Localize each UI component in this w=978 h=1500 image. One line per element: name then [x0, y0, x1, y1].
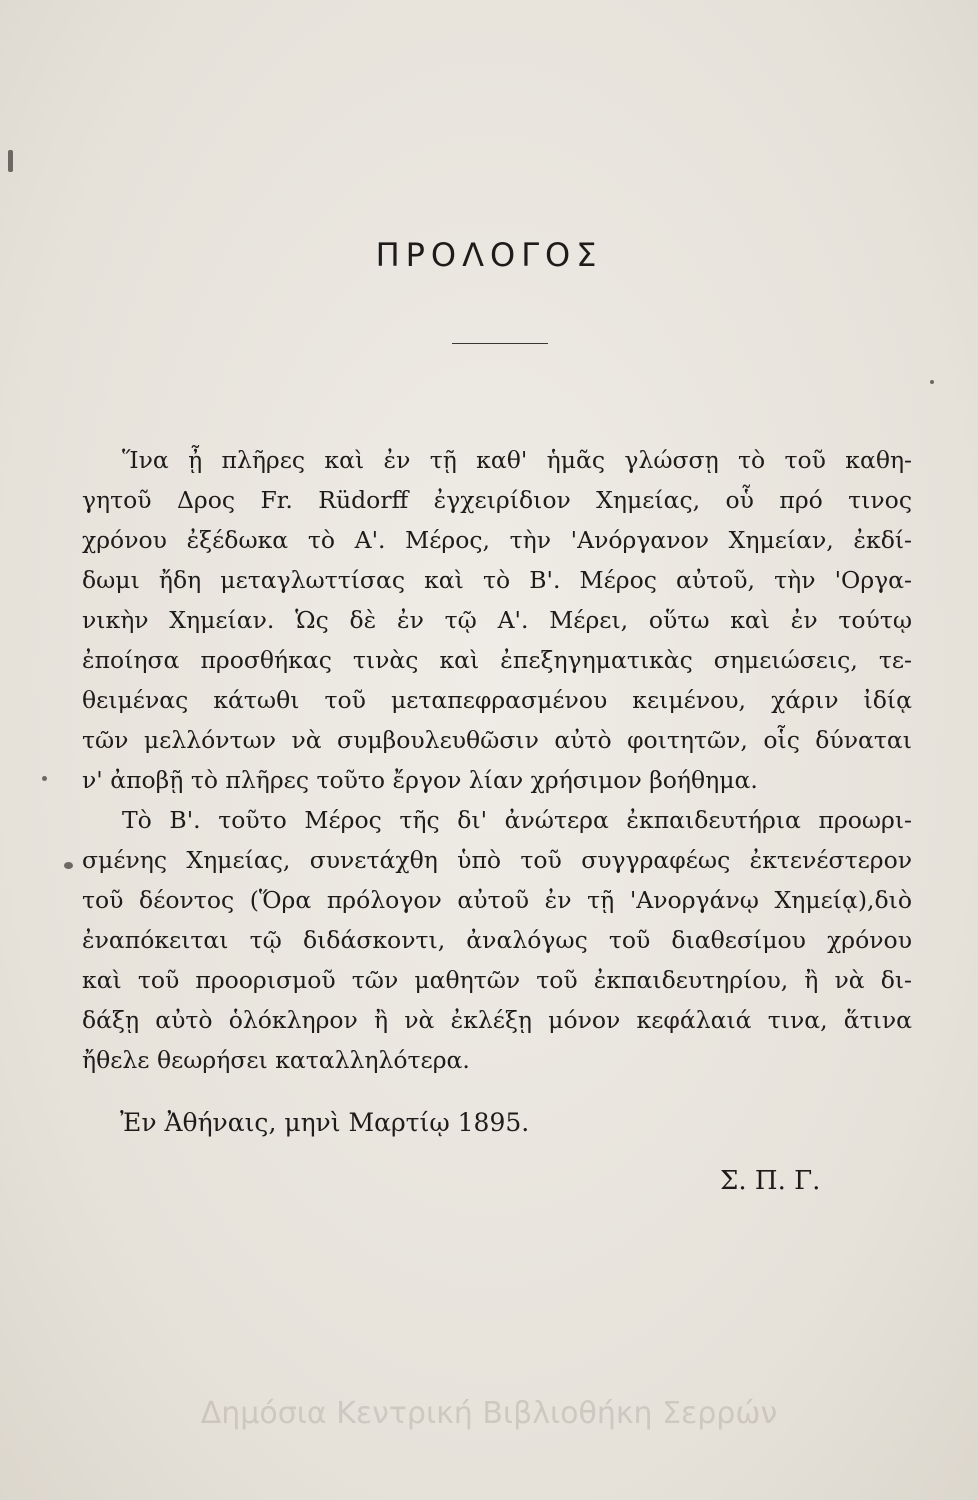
text-line: τῶν μελλόντων νὰ συμβουλευθῶσιν αὐτὸ φοιτητῶν, οἷς δύναται [82, 726, 912, 754]
paragraph-2 [82, 800, 912, 1080]
text-line: χρόνου ἐξέδωκα τὸ Α'. Μέρος, τὴν 'Ανόργανον Χημείαν, ἐκδί- [82, 526, 912, 554]
author-initials: Σ. Π. Γ. [720, 1166, 821, 1196]
text-line: ἐναπόκειται τῷ διδάσκοντι, ἀναλόγως τοῦ διαθεσίμου χρόνου [82, 926, 912, 954]
text-line: γητοῦ Δρος Fr. Rüdorff ἐγχειρίδιον Χημείας, οὗ πρό τινος [82, 486, 912, 514]
text-line: Τὸ Β'. τοῦτο Μέρος τῆς δι' ἀνώτερα ἐκπαιδευτήρια προωρι- [122, 806, 912, 834]
text-line: ἐποίησα προσθήκας τινὰς καὶ ἐπεξηγηματικὰς σημειώσεις, τε- [82, 646, 912, 674]
dateline: Ἐν Ἀθήναις, μηνὶ Μαρτίῳ 1895. [120, 1108, 530, 1137]
library-watermark: Δημόσια Κεντρική Βιβλιοθήκη Σερρών [200, 1396, 778, 1431]
text-line: θειμένας κάτωθι τοῦ μεταπεφρασμένου κειμένου, χάριν ἰδίᾳ [82, 686, 912, 714]
scan-speck [42, 776, 47, 781]
title-divider [452, 343, 548, 344]
scan-speck [930, 380, 934, 384]
text-line: σμένης Χημείας, συνετάχθη ὑπὸ τοῦ συγγραφέως ἐκτενέστερον [82, 846, 912, 874]
scan-speck [8, 150, 13, 172]
text-line: Ἵνα ᾖ πλῆρες καὶ ἐν τῇ καθ' ἡμᾶς γλώσσῃ τὸ τοῦ καθη- [122, 446, 912, 474]
text-line: καὶ τοῦ προορισμοῦ τῶν μαθητῶν τοῦ ἐκπαιδευτηρίου, ἢ νὰ δι- [82, 966, 912, 994]
text-line: ἤθελε θεωρήσει καταλληλότερα. [82, 1046, 470, 1074]
text-line: τοῦ δέοντος (Ὅρα πρόλογον αὐτοῦ ἐν τῇ 'Ανοργάνῳ Χημείᾳ),διὸ [82, 886, 912, 914]
text-line: δωμι ἤδη μεταγλωττίσας καὶ τὸ Β'. Μέρος αὐτοῦ, τὴν 'Οργα- [82, 566, 912, 594]
scan-speck [64, 862, 73, 869]
paragraph-1 [82, 440, 912, 800]
page-title: ΠΡΟΛΟΓΟΣ [375, 236, 603, 274]
preface-text [82, 440, 912, 1080]
text-line: δάξῃ αὐτὸ ὁλόκληρον ἢ νὰ ἐκλέξῃ μόνον κεφάλαιά τινα, ἅτινα [82, 1006, 912, 1034]
text-line: νικὴν Χημείαν. Ὡς δὲ ἐν τῷ Α'. Μέρει, οὕτω καὶ ἐν τούτῳ [82, 606, 912, 634]
text-line: ν' ἀποβῇ τὸ πλῆρες τοῦτο ἔργον λίαν χρήσιμον βοήθημα. [82, 766, 758, 794]
